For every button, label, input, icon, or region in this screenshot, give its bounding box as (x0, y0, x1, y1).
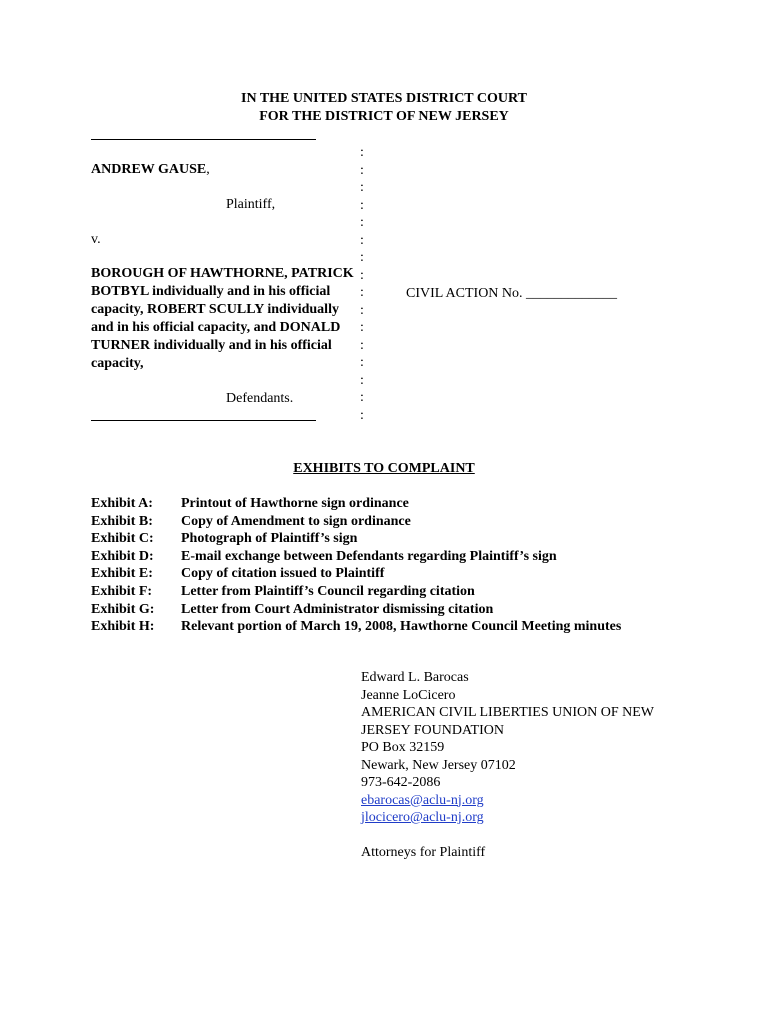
signature-block (361, 669, 654, 862)
city-state-zip: Newark, New Jersey 07102 (361, 757, 516, 773)
exhibit-label: Exhibit B: (91, 513, 153, 529)
exhibit-label: Exhibit H: (91, 619, 155, 635)
caption-colon: : (360, 390, 364, 405)
plaintiff-name-line (91, 161, 210, 179)
attorney-name: Jeanne LoCicero (361, 687, 456, 703)
exhibit-description: Letter from Court Administrator dismissing citation (181, 601, 494, 617)
caption-colon: : (360, 197, 364, 213)
caption-colon: : (360, 407, 364, 423)
attorney-name: Edward L. Barocas (361, 670, 469, 685)
caption-colon: : (360, 250, 364, 265)
plaintiff-name: ANDREW GAUSE (91, 162, 207, 177)
exhibits-heading: EXHIBITS TO COMPLAINT (293, 461, 475, 476)
email-link[interactable]: jlocicero@aclu-nj.org (361, 810, 484, 825)
exhibit-description: Letter from Plaintiff’s Council regarding citation (181, 583, 475, 599)
exhibit-description: Copy of Amendment to sign ordinance (181, 513, 411, 529)
defendants-list: BOROUGH OF HAWTHORNE, PATRICK BOTBYL individually and in his official capacity, ROBERT SCULLY individually and in his official capacity, and DONALD TURNER individually and in his official capacity, (91, 266, 354, 371)
exhibit-description: Copy of citation issued to Plaintiff (181, 566, 385, 582)
caption-colon: : (360, 320, 364, 335)
exhibit-item (91, 548, 621, 566)
exhibit-label: Exhibit E: (91, 566, 153, 582)
attorneys-for-label: Attorneys for Plaintiff (361, 845, 486, 860)
caption-colon: : (360, 372, 364, 388)
exhibits-list (91, 495, 621, 636)
caption-colon: : (360, 337, 364, 353)
exhibit-label: Exhibit F: (91, 583, 153, 599)
exhibit-description: Photograph of Plaintiff’s sign (181, 531, 358, 547)
court-title-line1: IN THE UNITED STATES DISTRICT COURT (241, 91, 527, 106)
caption-colon: : (360, 232, 364, 248)
organization-name-cont: JERSEY FOUNDATION (361, 722, 504, 738)
exhibit-item (91, 530, 621, 548)
caption-colon-column (360, 144, 370, 424)
caption-colon: : (360, 267, 364, 283)
phone-number: 973-642-2086 (361, 775, 441, 790)
exhibit-label: Exhibit C: (91, 531, 154, 547)
caption-colon: : (360, 302, 364, 318)
exhibit-item (91, 601, 621, 619)
exhibit-description: Printout of Hawthorne sign ordinance (181, 496, 409, 511)
exhibit-item (91, 513, 621, 531)
caption-bottom-rule (91, 420, 316, 421)
exhibit-description: E-mail exchange between Defendants regarding Plaintiff’s sign (181, 548, 557, 564)
email-link[interactable]: ebarocas@aclu-nj.org (361, 792, 484, 808)
defendants-role: Defendants. (226, 391, 294, 406)
plaintiff-role: Plaintiff, (226, 197, 276, 212)
exhibit-item (91, 495, 621, 513)
caption-colon: : (360, 215, 364, 230)
exhibit-item (91, 565, 621, 583)
organization-name: AMERICAN CIVIL LIBERTIES UNION OF NEW (361, 705, 655, 720)
court-title-line2: FOR THE DISTRICT OF NEW JERSEY (259, 109, 509, 124)
civil-action-number: CIVIL ACTION No. _____________ (406, 286, 618, 301)
caption-colon: : (360, 355, 364, 370)
plaintiff-comma: , (206, 162, 210, 177)
exhibit-label: Exhibit G: (91, 601, 155, 617)
caption-top-rule (91, 139, 316, 140)
po-box: PO Box 32159 (361, 740, 445, 755)
spacer (361, 827, 654, 845)
caption-colon: : (360, 285, 364, 300)
exhibit-label: Exhibit A: (91, 496, 153, 511)
caption-colon: : (360, 162, 364, 178)
versus: v. (91, 232, 101, 247)
caption-colon: : (360, 145, 364, 160)
caption-colon: : (360, 180, 364, 195)
exhibit-description: Relevant portion of March 19, 2008, Hawthorne Council Meeting minutes (181, 619, 622, 635)
exhibit-item (91, 583, 621, 601)
exhibit-item (91, 618, 621, 636)
exhibit-label: Exhibit D: (91, 548, 154, 564)
